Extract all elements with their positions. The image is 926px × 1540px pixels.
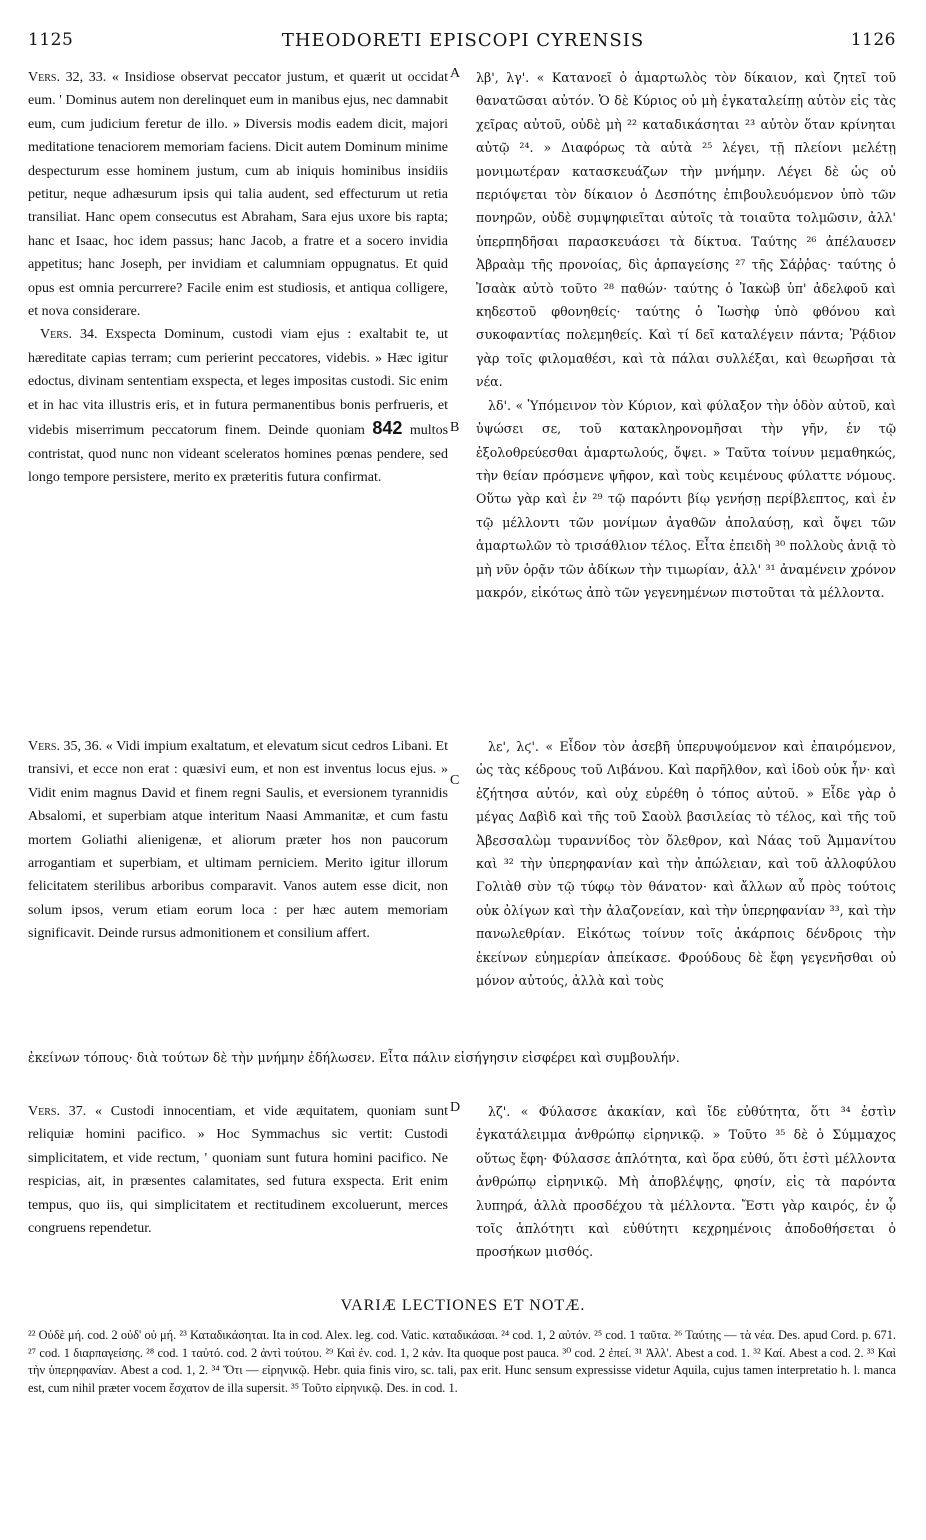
greek-paragraph: λβ', λγ'. « Κατανοεῖ ὁ ἁμαρτωλὸς τὸν δίκαιον, καὶ ζητεῖ τοῦ θανατῶσαι αὐτόν. Ὁ δὲ Κύριος οὐ μὴ ἐγκαταλείπῃ αὐτὸν εἰς τὰς χεῖρας αὐτοῦ, οὐδὲ μὴ ²² καταδικάσηται ²³ αὐτὸν ὅταν κρίνηται αὐτῷ ²⁴. » Διαφόρως τὰ αὐτὰ ²⁵ λέγει, τῇ πλείονι μελέτῃ μονιμωτέραν κατασκευάζων τὴν μνήμην. Λέγει δὲ ὡς οὐ περιόψεται τὸν δίκαιον ὁ Δεσπότης ἐπιβουλευόμενον ὑπὸ τῶν πονηρῶν, οὐδὲ συμψηφιεῖται αὐτοῖς τὰ τοιαῦτα τολμῶσιν, ἀλλ' ὑπερπηδῆσαι παρασκευάσει τὰ δίκτυα. Ταύτης ²⁶ ἀπέλαυσεν Ἀβραὰμ τῆς προνοίας, δὶς ἁρπαγείσης ²⁷ τῆς Σάῤῥας· ταύτης ὁ Ἰσαὰκ αὐτὸ τοῦτο ²⁸ παθών· ταύτης ὁ Ἰακὼβ ὑπ' ἀδελφοῦ καὶ κηδεστοῦ φθονηθείς· ταύτης ὁ Ἰωσὴφ ὑπὸ φθόνου καὶ συκοφαντίας πολεμηθείς. Καὶ τί δεῖ καταλέγειν πάντα; Ῥᾴδιον γὰρ τοῖς φιλομαθέσι, καὶ τὰ πάλαι συλλέξαι, καὶ θεωρῆσαι τὰ νέα. [476,70,896,390]
latin-paragraph [28,735,448,946]
page-number-right: 1126 [850,30,896,50]
latin-paragraph [28,1100,448,1240]
greek-column-bottom [476,1100,896,1264]
latin-text: « Custodi innocentiam, et vide æquitatem, quoniam sunt reliquiæ homini pacifico. » Hoc Symmachus sic vertit: Custodi simplicitatem, et vide rectum, ' quoniam sunt futura homini pacifico. Ne respicias, ait, in præsentes calamitates, sed futura exspecta. Erit enim tempus, quo iis, qui simplicitatem et rectitudinem excoluerunt, merces congruens rependetur. [28,1104,448,1237]
verse-label: Vers. 37. [28,1104,87,1119]
latin-column-bottom [28,1100,448,1240]
greek-column [476,66,896,604]
notes-section [28,1327,896,1397]
note-line: ²² Οὐδὲ μή. cod. 2 οὐδ' οὐ μή. ²³ Καταδικάσηται. Ita in cod. Alex. leg. cod. Vatic. καταδικάσαι. ²⁴ cod. 1, 2 αὐτόν. ²⁵ cod. 1 ταῦτα. ²⁶ Ταύτης — τὰ νέα. Des. apud Cord. p. 671. ²⁷ cod. 1 διαρπαγείσης. ²⁸ cod. 1 ταὐτό. cod. 2 ἀντὶ τούτου. ²⁹ Καὶ ἐν. cod. 1, 2 κἀν. Ita quoque post pauca. ³⁰ cod. 2 ἐπεί. ³¹ Ἀλλ'. Abest a cod. 1. ³² Καί. Abest a cod. 2. ³³ Καὶ τὴν ὑπερηφανίαν. Abest a cod. 1, 2. ³⁴ Ὅτι — εἰρηνικῷ. Hebr. quia finis viro, sc. tali, pax erit. Hunc sensum expressisse videtur Aquila, cujus tamen interpretatio h. l. manca est, cum nihil præter vocem ἔσχατον de illa supersit. ³⁵ Τοῦτο εἰρηνικῷ. Des. in cod. 1. [28,1328,896,1395]
latin-text: « Vidi impium exaltatum, et elevatum sicut cedros Libani. Et transivi, et ecce non erat : quæsivi eum, et non est inventus locus ejus. » Vidit enim magnus David et finem regni Saulis, et eversionem tyrannidis Absalomi, et superbiam atque interitum Naasi Ammanitæ, et cum fastu mortem Goliathi alienigenæ, et aliorum præter hos non paucorum arrogantiam et superbiam, et ultimam perniciem. Merito igitur illorum felicitatem sterilibus arboribus comparavit. Vanos autem esse dicit, non solum ipsos, verum etiam eorum loca : per hæc autem memoriam significavit. Deinde rursus admonitionem et consilium affert. [28,739,449,942]
latin-column-lower [28,735,448,946]
fullwidth-greek-line: ἐκείνων τόπους· διὰ τούτων δὲ τὴν μνήμην ἐδήλωσεν. Εἶτα πάλιν εἰσήγησιν εἰσφέρει καὶ συμβουλήν. [28,1050,680,1065]
running-title: THEODORETI EPISCOPI CYRENSIS [281,30,645,51]
greek-paragraph: λδ'. « Ὑπόμεινον τὸν Κύριον, καὶ φύλαξον τὴν ὁδὸν αὐτοῦ, καὶ ὑψώσει σε, τοῦ κατακληρονομῆσαι τὴν γῆν, ἐν τῷ ἐξολοθρεύεσθαι ἁμαρτωλούς, ὄψει. » Ταῦτα τοίνυν μεμαθηκώς, τὴν θείαν πρόσμενε ψῆφον, καὶ τοὺς κειμένους φύλαττε νόμους. Οὕτω γὰρ καὶ ἐν ²⁹ τῷ παρόντι βίῳ γενήσῃ περίβλεπτος, καὶ ἐν τῷ μέλλοντι τῶν μονίμων ἀγαθῶν ἀπολαύσῃ, καὶ ὄψει τῶν ἁμαρτωλῶν τὸ τρισάθλιον τέλος. Εἶτα ἐπειδὴ ³⁰ πολλοὺς ἀνιᾷ τὸ μὴ νῦν ὁρᾷν τῶν ἀδίκων τὴν τιμωρίαν, ἀλλ' ³¹ ἀναμένειν χρόνον μακρόν, εἰκότως ἀπὸ τῶν γεγενημένων πιστοῦται τὰ μέλλοντα. [476,397,896,600]
margin-mark-c: C [450,773,460,788]
latin-paragraph [28,323,448,489]
margin-mark-a: A [450,66,461,81]
margin-mark-b: B [450,420,460,435]
greek-paragraph: λζ'. « Φύλασσε ἀκακίαν, καὶ ἴδε εὐθύτητα, ὅτι ³⁴ ἐστὶν ἐγκατάλειμμα ἀνθρώπῳ εἰρηνικῷ. » Τοῦτο ³⁵ δὲ ὁ Σύμμαχος οὕτως ἔφη· Φύλασσε ἁπλότητα, καὶ ὅρα εὐθύ, ὅτι ἐστὶ μέλλοντα ἀνθρώπῳ εἰρηνικῷ. Μὴ ἀποβλέψῃς, φησίν, εἰς τὰ παρόντα λυπηρά, ἀλλὰ προσδέχου τὰ μέλλοντα. Ἔστι γὰρ καιρός, ἐν ᾧ τοῖς ἁπλότητι καὶ εὐθύτητι κεχρημένοις ἀποδοθήσεται ὁ προσήκων μισθός. [476,1104,896,1260]
latin-text: multos contristat, quod nunc non videant sceleratos homines pœnas pendere, sed longo tempore persistere, merito ex præteritis futura confirmat. [28,423,449,485]
latin-paragraph [28,66,448,323]
latin-column [28,66,448,489]
page-number-left: 1125 [28,30,74,50]
verse-label: Vers. 34. [40,327,98,343]
greek-paragraph: λε', λϛ'. « Εἶδον τὸν ἀσεβῆ ὑπερυψούμενον καὶ ἐπαιρόμενον, ὡς τὰς κέδρους τοῦ Λιβάνου. Καὶ παρῆλθον, καὶ ἰδοὺ οὐκ ἦν· καὶ ἐζήτησα αὐτόν, καὶ οὐχ εὑρέθη ὁ τόπος αὐτοῦ. » Εἶδε γὰρ ὁ μέγας Δαβὶδ καὶ τῆς τοῦ Σαοὺλ βασιλείας τὸ τέλος, καὶ τῆς τοῦ Ἀβεσσαλὼμ τυραννίδος τὸν ὄλεθρον, καὶ Νάας τοῦ Ἀμμανίτου καὶ ³² τὴν ὑπερηφανίαν καὶ τὴν ἀπώλειαν, καὶ τοῦ ἀλλοφύλου Γολιὰθ σὺν τῷ τύφῳ τὸν θάνατον· καὶ ἄλλων αὖ πρὸς τούτοις οὐκ ὀλίγων καὶ τὴν ἀλαζονείαν, καὶ τὴν ὑπερηφανίαν ³³, καὶ τὴν πανωλεθρίαν. Εἰκότως τοίνυν τοῖς ἀκάρποις δένδροις τὴν ἐκείνων εὐημερίαν ἀπείκασε. Φρούδους δὲ ἔφη γεγενῆσθαι οὐ μόνον αὐτούς, ἀλλὰ καὶ τοὺς [476,739,896,989]
margin-mark-d: D [450,1100,461,1115]
greek-column-lower [476,735,896,992]
latin-text: « Insidiose observat peccator justum, et quærit ut occidat eum. ' Dominus autem non derelinquet eum in manibus ejus, nec damnabit eum, cum judicium feretur de illo. » Diversis modis eadem dicit, majori meditatione tenaciorem memoriam faciens. Dicit autem Dominum minime despecturum esse hominem justum, cum ab iniquis hominibus insidiis petitur, neque adhæsurum ipsis qui talia audent, sed effecturum ut retia transiliat. Hanc opem consecutus est Abraham, Sara ejus uxore bis rapta; hanc et Isaac, hoc idem passus; hanc Jacob, a fratre et a socero invidia appetitus; hanc Joseph, per invidiam et calumniam oppugnatus. Et quid opus est omnia percurrere? Facile enim est studiosis, et antiqua colligere, et nova considerare. [28,70,449,320]
notes-heading: VARIÆ LECTIONES ET NOTÆ. [340,1297,586,1314]
verse-label: Vers. 32, 33. [28,70,107,85]
column-number: 842 [372,418,403,439]
verse-label: Vers. 35, 36. [28,739,103,754]
latin-text: Exspecta Dominum, custodi viam ejus : exaltabit te, ut hæreditate capias terram; cum perierint peccatores, videbis. » Hæc igitur edoctus, divinam sententiam exspecta, et leges impositas custodi. Sic enim et in hac vita illustris eris, et in futura permanentibus bonis perfrueris, et videbis miserrimum peccatorum finem. Deinde quoniam [28,327,448,439]
